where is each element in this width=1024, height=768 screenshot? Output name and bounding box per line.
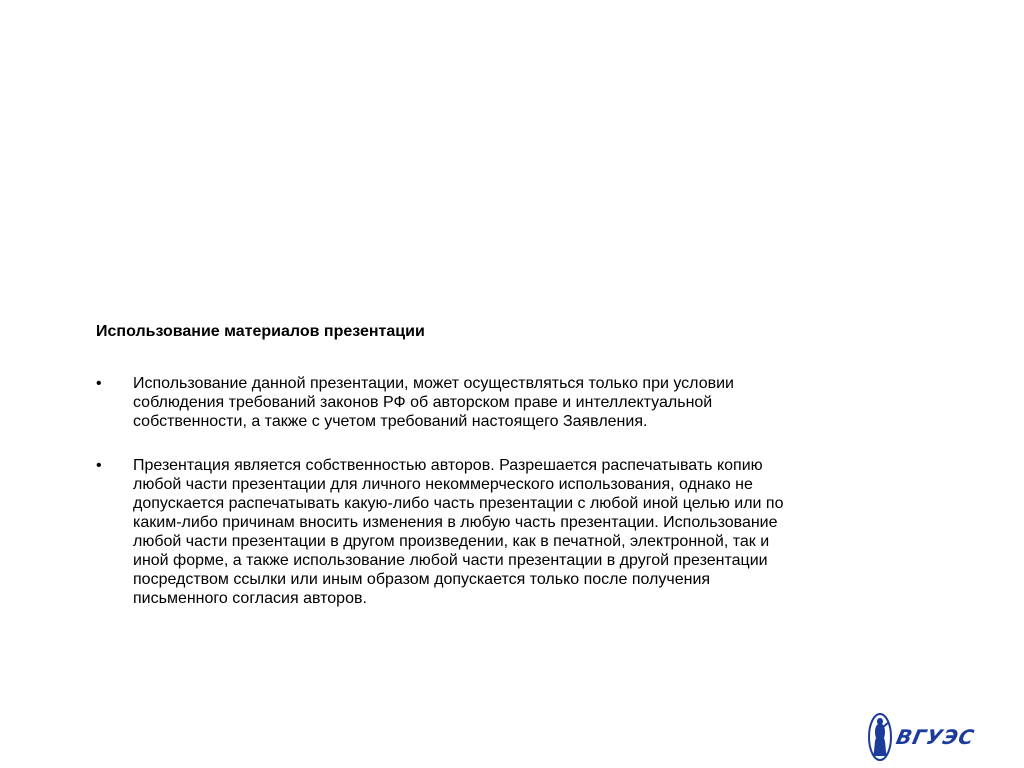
bullet-list: [96, 374, 976, 633]
bullet-text: Использование данной презентации, может осуществляться только при условии соблюдения требований законов РФ об авторском праве и интеллектуальной собственности, а также с учетом требований настоящего Заявления.: [133, 375, 734, 430]
bullet-symbol: •: [96, 375, 102, 392]
slide-title: Использование материалов презентации: [96, 323, 425, 340]
statue-emblem-icon: [869, 714, 891, 760]
logo-text: ВГУЭС: [894, 725, 977, 749]
bullet-item-ownership: [96, 456, 976, 608]
bullet-item-copyright: [96, 374, 976, 431]
bullet-symbol: •: [96, 457, 102, 474]
bullet-text: Презентация является собственностью авторов. Разрешается распечатывать копию любой части презентации для личного некоммерческого использования, однако не допускается распечатывать какую-либо часть презентации с любой иной целью или по каким-либо причинам вносить изменения в любую часть презентации. Использование любой части презентации в другом произведении, как в печатной, электронной, так и иной форме, а также использование любой части презентации в другой презентации посредством ссылки или иным образом допускается только после получения письменного согласия авторов.: [133, 457, 784, 607]
university-logo: [866, 712, 986, 762]
